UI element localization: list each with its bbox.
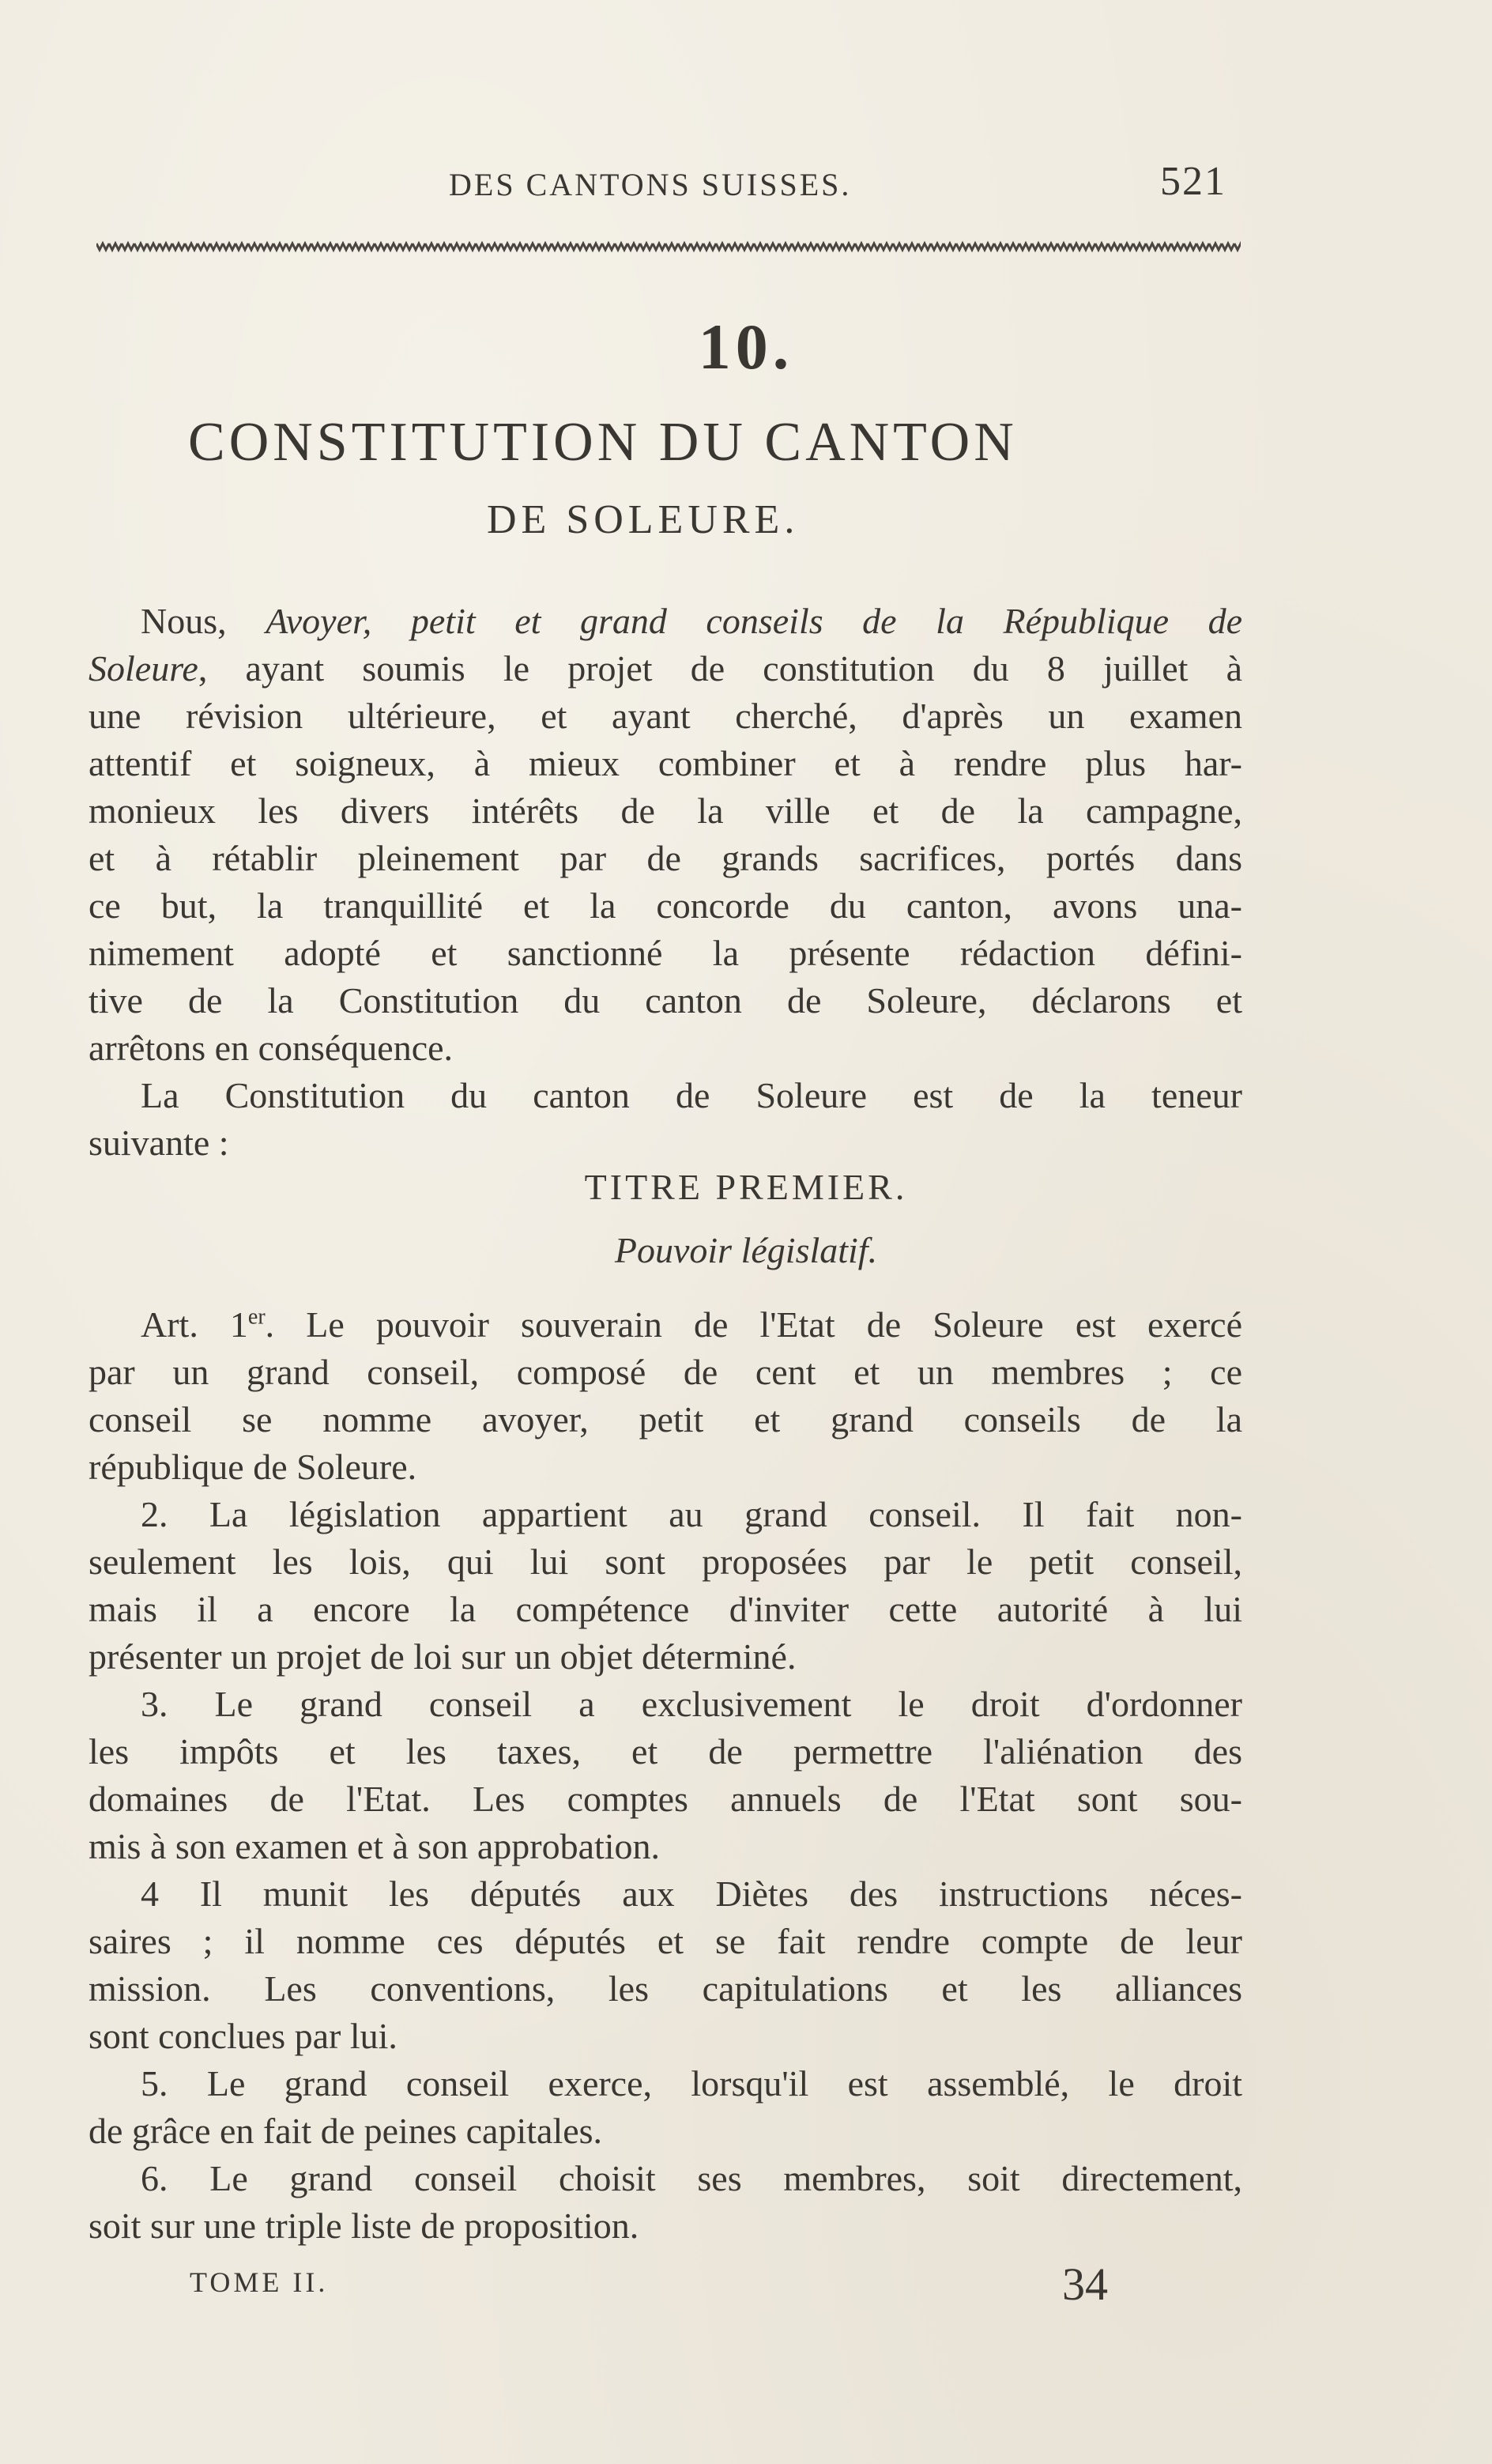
signature-mark: 34 [1062,2258,1108,2310]
text-run: . Le pouvoir souverain de l'Etat de Soleure est exercé [265,1304,1242,1345]
article-1-line: république de Soleure. [89,1447,417,1487]
article-6-line: 6. Le grand conseil choisit ses membres, soit directement, [141,2158,1242,2198]
article-4-line: 4 Il munit les députés aux Diètes des instructions néces- [141,1873,1242,1914]
article-5-line: 5. Le grand conseil exerce, lorsqu'il est assemblé, le droit [141,2063,1242,2104]
article-1-line: par un grand conseil, composé de cent et un membres ; ce [89,1352,1242,1392]
chapter-number: 10. [698,311,794,383]
article-2-line: seulement les lois, qui lui sont proposées par le petit conseil, [89,1541,1242,1582]
text-line: monieux les divers intérêts de la ville et de la campagne, [89,791,1242,831]
article-4-line: sont conclues par lui. [89,2016,397,2056]
text-run-italic: Soleure [89,648,198,689]
text-line: attentif et soigneux, à mieux combiner et à rendre plus har- [89,743,1242,783]
article-2-line: mais il a encore la compétence d'inviter cette autorité à lui [89,1589,1242,1629]
article-2-line: présenter un projet de loi sur un objet déterminé. [89,1636,797,1677]
article-3-line: mis à son examen et à son approbation. [89,1826,661,1866]
running-head [0,158,1492,206]
article-6-line: soit sur une triple liste de proposition. [89,2206,639,2246]
text-line: suivante : [89,1123,229,1163]
section-subheading: Pouvoir législatif. [614,1230,878,1270]
text-run: , ayant soumis le projet de constitution du 8 juillet à [198,648,1242,689]
text-line: ce but, la tranquillité et la concorde du canton, avons una- [89,885,1242,926]
text-line: arrêtons en conséquence. [89,1028,454,1068]
text-line: tive de la Constitution du canton de Soleure, déclarons et [89,980,1242,1021]
volume-label: TOME II. [190,2266,329,2298]
text-run-italic: Avoyer, petit et grand conseils de la République de [266,601,1242,641]
text-line: nimement adopté et sanctionné la présente rédaction défini- [89,933,1242,973]
page-number: 521 [1160,159,1226,204]
text-run: Nous, [141,601,266,641]
article-2-line: 2. La législation appartient au grand conseil. Il fait non- [141,1494,1242,1534]
article-3-line: les impôts et les taxes, et de permettre l'aliénation des [89,1731,1242,1772]
article-3-line: domaines de l'Etat. Les comptes annuels de l'Etat sont sou- [89,1779,1242,1819]
text-line: et à rétablir pleinement par de grands sacrifices, portés dans [89,838,1242,878]
text-run: Art. 1 [141,1304,248,1345]
article-4-line: mission. Les conventions, les capitulations et les alliances [89,1968,1242,2009]
article-5-line: de grâce en fait de peines capitales. [89,2111,603,2151]
chapter-title: CONSTITUTION DU CANTON [188,412,1018,473]
text-line [89,647,1242,691]
article-1-line: conseil se nomme avoyer, petit et grand conseils de la [89,1399,1242,1440]
article-3-line: 3. Le grand conseil a exclusivement le droit d'ordonner [141,1684,1242,1724]
ornamental-rule [96,237,1241,255]
superscript: er [247,1304,266,1330]
article-4-line: saires ; il nomme ces députés et se fait rendre compte de leur [89,1921,1242,1961]
page-footer [0,2258,1492,2313]
text-line [141,599,1242,643]
text-line: une révision ultérieure, et ayant cherché, d'après un examen [89,696,1242,736]
running-title: DES CANTONS SUISSES. [449,167,852,202]
text-line: La Constitution du canton de Soleure est de la teneur [141,1075,1242,1115]
section-heading: TITRE PREMIER. [584,1167,908,1207]
article-1-line [141,1303,1242,1347]
chapter-subtitle: DE SOLEURE. [487,497,800,542]
